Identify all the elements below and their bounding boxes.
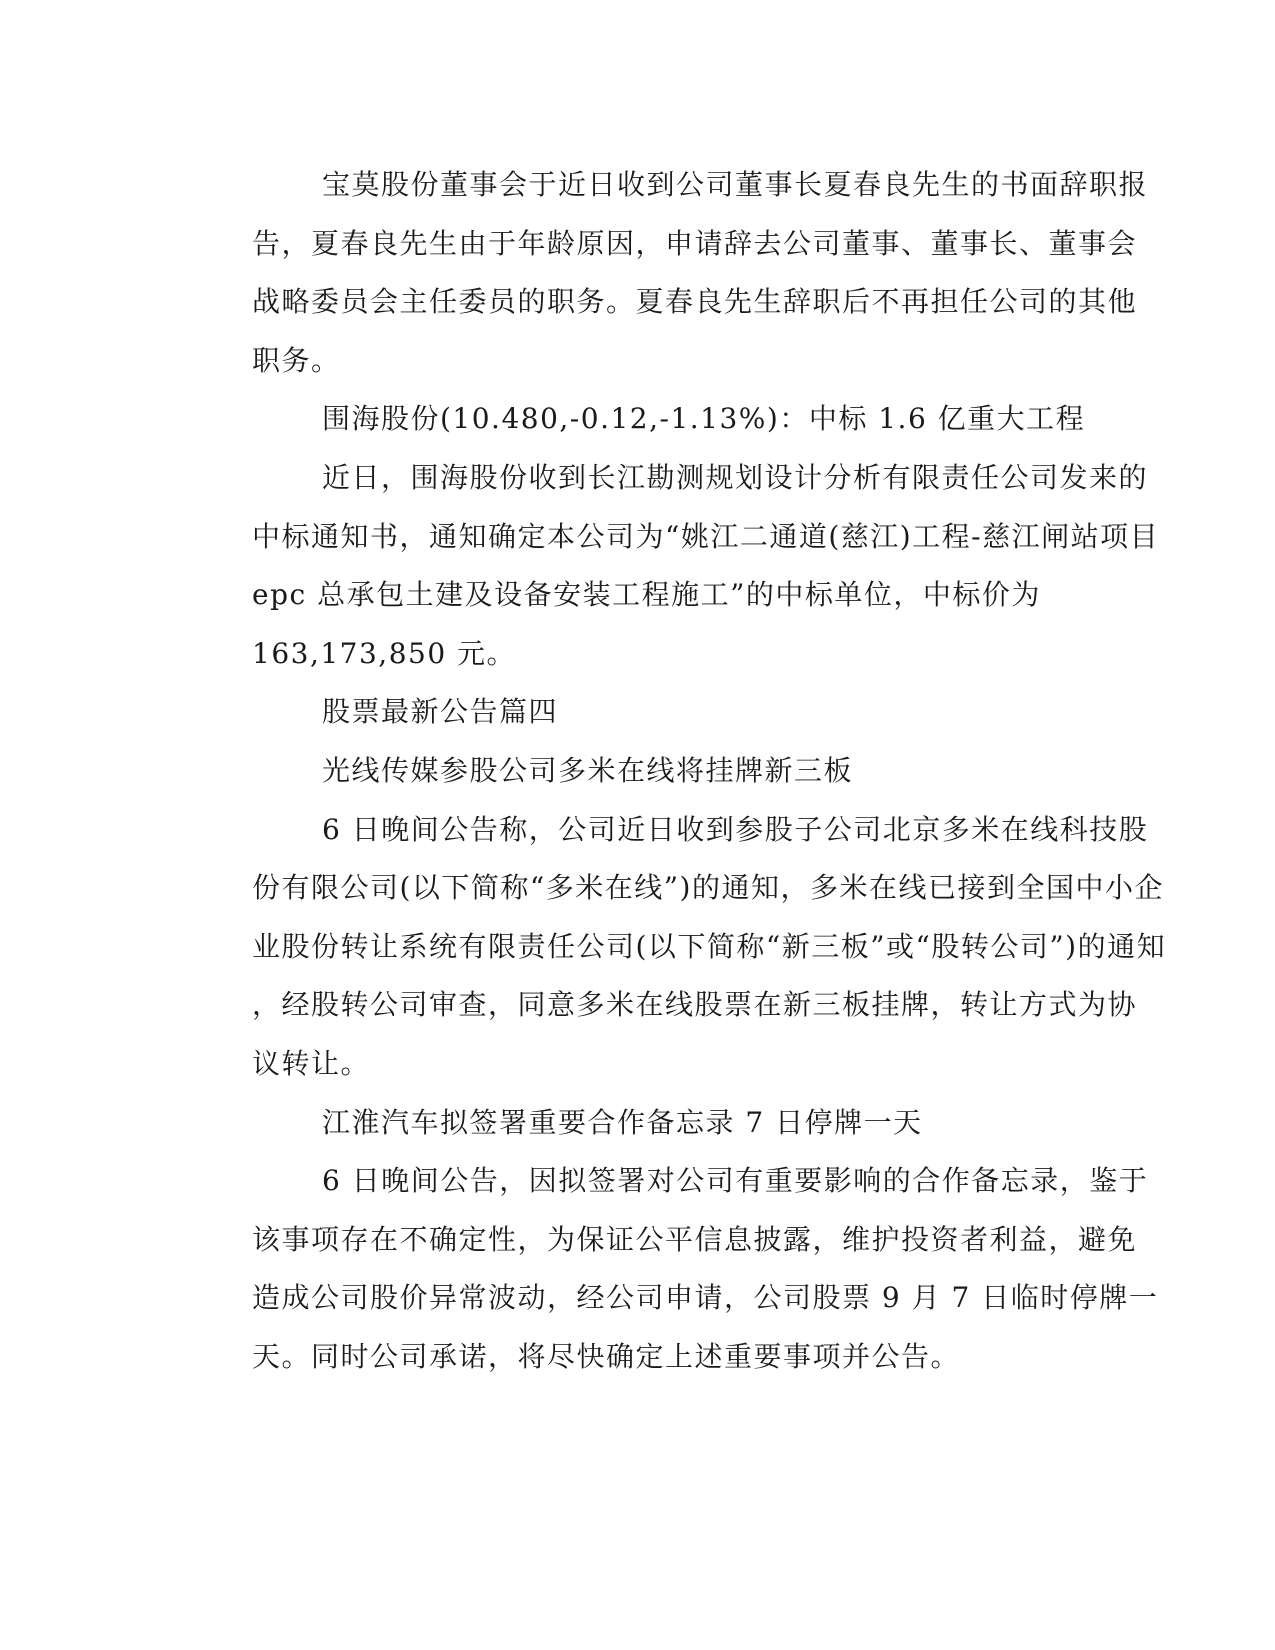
text-line: 议转让。 xyxy=(252,1046,371,1080)
text-line: 6 日晚间公告称，公司近日收到参股子公司北京多米在线科技股 xyxy=(322,812,1149,846)
text-line: 该事项存在不确定性，为保证公平信息披露，维护投资者利益，避免 xyxy=(252,1222,1138,1256)
text-line: 份有限公司(以下简称“多米在线”)的通知，多米在线已接到全国中小企 xyxy=(252,871,1164,905)
heading-weihai xyxy=(182,390,1086,449)
paragraph-resignation xyxy=(182,156,1149,390)
text-line: epc 总承包土建及设备安装工程施工”的中标单位，中标价为 xyxy=(252,578,1041,612)
text-line: 业股份转让系统有限责任公司(以下简称“新三板”或“股转公司”)的通知 xyxy=(252,929,1167,963)
document-body xyxy=(182,156,1167,1386)
paragraph-guangxian xyxy=(182,801,1167,1094)
text-line: 股票最新公告篇四 xyxy=(322,695,559,729)
text-line: 围海股份(10.480,-0.12,-1.13%)：中标 1.6 亿重大工程 xyxy=(322,402,1086,436)
paragraph-weihai xyxy=(182,449,1160,683)
text-line: 天。同时公司承诺，将尽快确定上述重要事项并公告。 xyxy=(252,1339,961,1373)
text-line: 职务。 xyxy=(252,343,341,377)
section-title xyxy=(182,683,1032,742)
text-line: 宝莫股份董事会于近日收到公司董事长夏春良先生的书面辞职报 xyxy=(322,168,1149,201)
text-line: 告，夏春良先生由于年龄原因，申请辞去公司董事、董事长、董事会 xyxy=(252,226,1138,260)
paragraph-jianghuai xyxy=(182,1152,1159,1386)
heading-guangxian xyxy=(182,742,1032,801)
text-line: ，经股转公司审查，同意多米在线股票在新三板挂牌，转让方式为协 xyxy=(252,988,1138,1022)
text-line: 中标通知书，通知确定本公司为“姚江二通道(慈江)工程-慈江闸站项目 xyxy=(252,519,1160,553)
text-line: 造成公司股价异常波动，经公司申请，公司股票 9 月 7 日临时停牌一 xyxy=(252,1281,1159,1315)
text-line: 光线传媒参股公司多米在线将挂牌新三板 xyxy=(322,753,854,787)
text-line: 6 日晚间公告，因拟签署对公司有重要影响的合作备忘录，鉴于 xyxy=(322,1164,1149,1198)
text-line: 163,173,850 元。 xyxy=(252,636,517,670)
text-line: 江淮汽车拟签署重要合作备忘录 7 日停牌一天 xyxy=(322,1105,923,1139)
text-line: 近日，围海股份收到长江勘测规划设计分析有限责任公司发来的 xyxy=(322,460,1149,494)
heading-jianghuai xyxy=(182,1094,1032,1153)
text-line: 战略委员会主任委员的职务。夏春良先生辞职后不再担任公司的其他 xyxy=(252,285,1138,319)
